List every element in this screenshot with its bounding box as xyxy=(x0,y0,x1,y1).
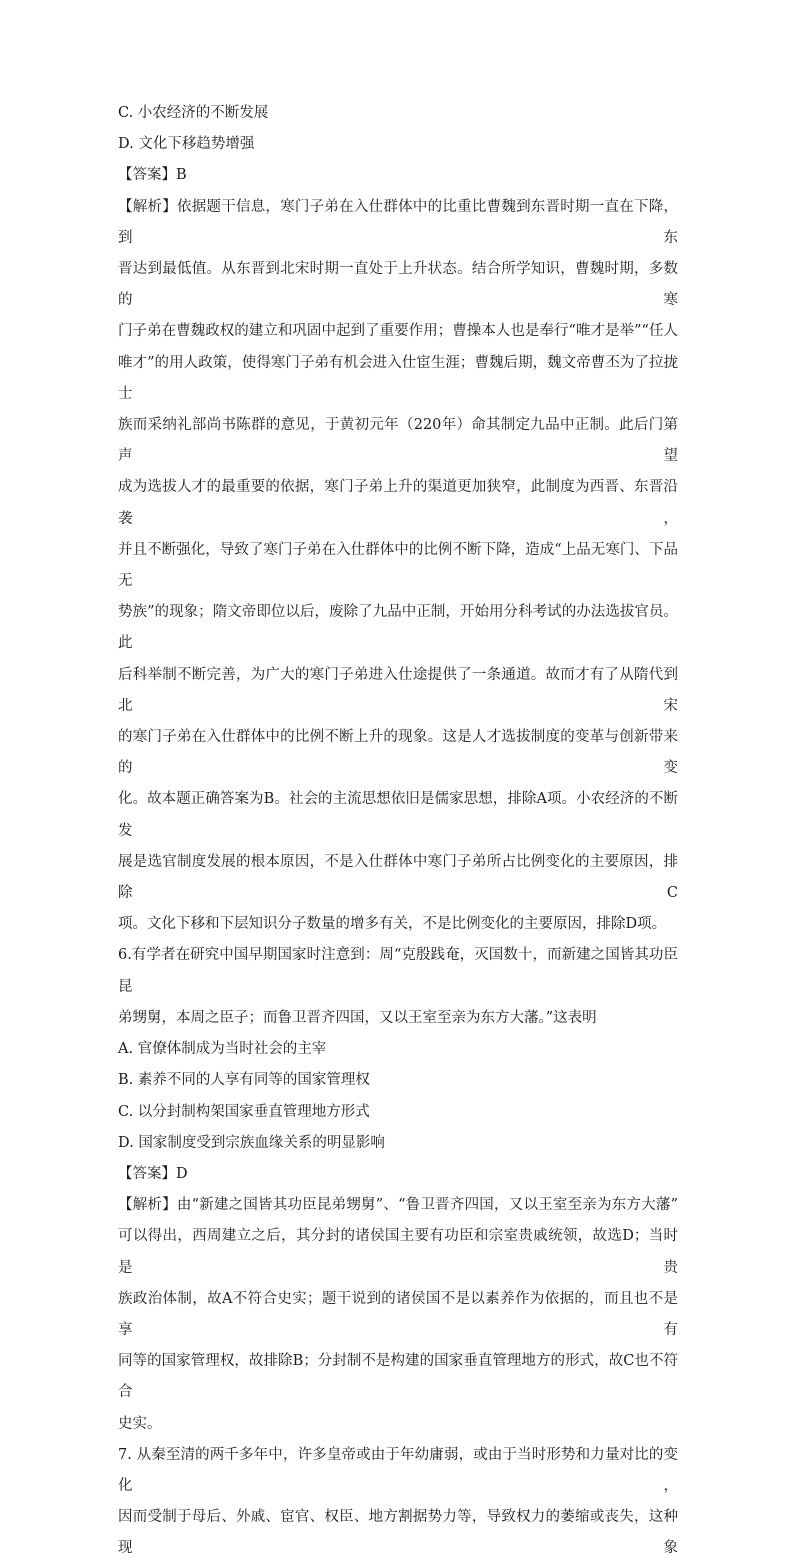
analysis-line: 的寒门子弟在入仕群体中的比例不断上升的现象。这是人才选拔制度的变革与创新带来的变 xyxy=(118,729,678,777)
question-stem-line: 6.有学者在研究中国早期国家时注意到：周“克殷践奄，灭国数十，而新建之国皆其功臣昆 xyxy=(118,947,678,995)
analysis xyxy=(118,192,678,941)
analysis-line: 族而采纳礼部尚书陈群的意见，于黄初元年（220年）命其制定九品中正制。此后门第声望 xyxy=(118,417,678,465)
document-page xyxy=(118,98,678,1565)
analysis-line: 门子弟在曹魏政权的建立和巩固中起到了重要作用；曹操本人也是奉行“唯才是举”“任人 xyxy=(118,323,678,340)
analysis-line: 化。故本题正确答案为B。社会的主流思想依旧是儒家思想，排除A项。小农经济的不断发 xyxy=(118,791,678,839)
option-d: D. 国家制度受到宗族血缘关系的明显影响 xyxy=(118,1134,385,1151)
option-b: B. 素养不同的人享有同等的国家管理权 xyxy=(118,1072,370,1089)
option-a: A. 官僚体制成为当时社会的主宰 xyxy=(118,1041,327,1058)
analysis-line: 势族”的现象；隋文帝即位以后，废除了九品中正制，开始用分科考试的办法选拔官员。此 xyxy=(118,604,678,652)
option-c: C. 小农经济的不断发展 xyxy=(118,105,269,121)
answer: 【答案】D xyxy=(118,1165,188,1182)
analysis-line: 后科举制不断完善，为广大的寒门子弟进入仕途提供了一条通道。故而才有了从隋代到北宋 xyxy=(118,666,678,714)
analysis-line: 【解析】依据题干信息，寒门子弟在入仕群体中的比重比曹魏到东晋时期一直在下降，到东 xyxy=(118,198,678,246)
question-6 xyxy=(118,940,678,1439)
analysis-line: 可以得出，西周建立之后，其分封的诸侯国主要有功臣和宗室贵戚统领，故选D；当时是贵 xyxy=(118,1228,678,1276)
analysis-line: 并且不断强化，导致了寒门子弟在入仕群体中的比例不断下降，造成“上品无寒门、下品无 xyxy=(118,541,678,590)
question-stem-line: 弟甥舅，本周之臣子；而鲁卫晋齐四国，又以王室至亲为东方大藩。”这表明 xyxy=(118,1009,597,1026)
option-c: C. 以分封制构架国家垂直管理地方形式 xyxy=(118,1103,370,1120)
analysis-line: 项。文化下移和下层知识分子数量的增多有关，不是比例变化的主要原因，排除D项。 xyxy=(118,916,667,933)
analysis-line: 族政治体制，故A不符合史实；题干说到的诸侯国不是以素养作为依据的，而且也不是享有 xyxy=(118,1290,678,1338)
question-7 xyxy=(118,1440,678,1565)
analysis-line: 晋达到最低值。从东晋到北宋时期一直处于上升状态。结合所学知识，曹魏时期，多数的寒 xyxy=(118,261,678,309)
analysis-line: 【解析】由“新建之国皆其功臣昆弟甥舅”、“鲁卫晋齐四国，又以王室至亲为东方大藩” xyxy=(118,1197,678,1214)
answer: 【答案】B xyxy=(118,167,187,184)
analysis-line: 唯才”的用人政策，使得寒门子弟有机会进入仕宦生涯；曹魏后期，魏文帝曹丕为了拉拢士 xyxy=(118,354,678,402)
option-d: D. 文化下移趋势增强 xyxy=(118,136,255,153)
analysis-line: 同等的国家管理权，故排除B；分封制不是构建的国家垂直管理地方的形式，故C也不符合 xyxy=(118,1353,678,1401)
analysis-line: 成为选拔人才的最重要的依据，寒门子弟上升的渠道更加狭窄，此制度为西晋、东晋沿袭， xyxy=(118,479,678,527)
analysis-line: 史实。 xyxy=(118,1415,162,1432)
analysis-line: 展是选官制度发展的根本原因，不是入仕群体中寒门子弟所占比例变化的主要原因，排除C xyxy=(118,853,678,902)
question-stem-line: 因而受制于母后、外戚、宦官、权臣、地方割据势力等，导致权力的萎缩或丧失，这种现象 xyxy=(118,1509,678,1557)
question-stem-line: 7. 从秦至清的两千多年中，许多皇帝或由于年幼庸弱，或由于当时形势和力量对比的变化， xyxy=(118,1446,678,1494)
